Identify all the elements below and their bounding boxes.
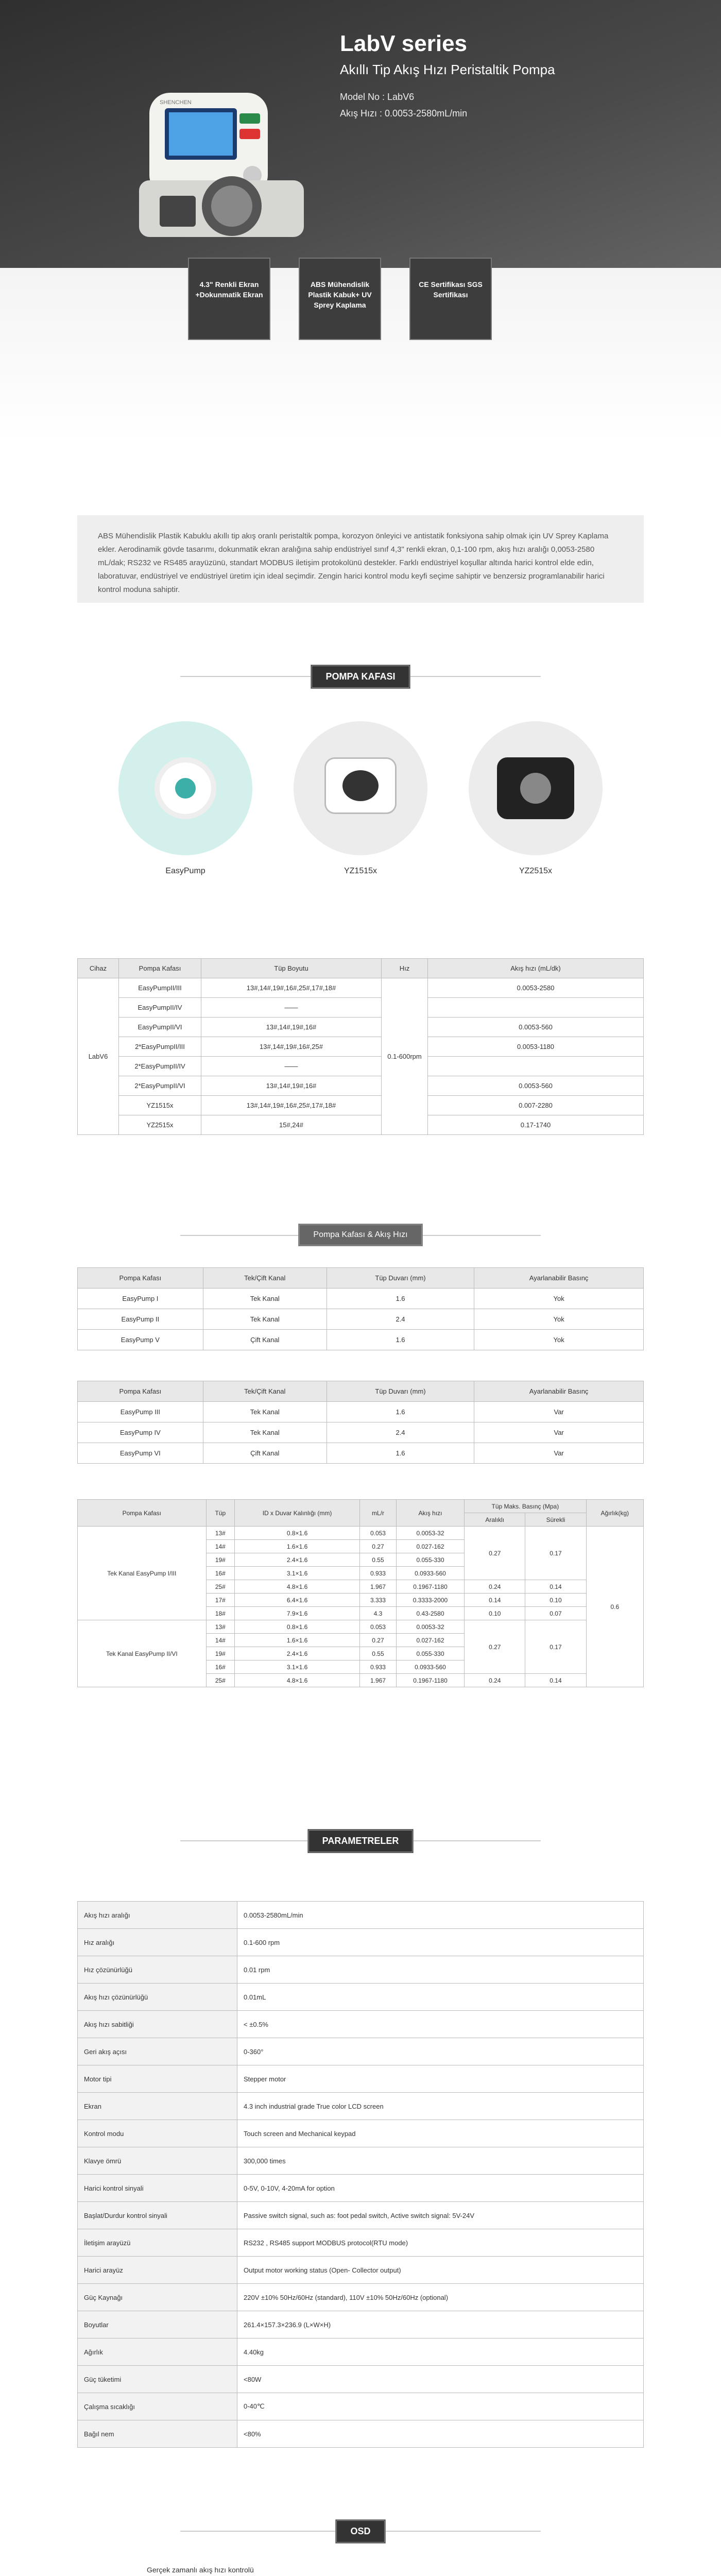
table-cell: Çift Kanal bbox=[203, 1443, 327, 1464]
column-header: Tüp bbox=[206, 1500, 234, 1527]
head-cell: EasyPumpII/IV bbox=[119, 998, 201, 1018]
column-header: ID x Duvar Kalınlığı (mm) bbox=[235, 1500, 360, 1527]
pressure-cell: 0.14 bbox=[525, 1674, 586, 1687]
head-yz1515x: YZ1515x bbox=[291, 721, 430, 876]
tube-cell: —— bbox=[201, 998, 382, 1018]
table-cell: 0.027-162 bbox=[396, 1634, 464, 1647]
pressure-cell: 0.07 bbox=[525, 1607, 586, 1620]
table-cell: 7.9×1.6 bbox=[235, 1607, 360, 1620]
badge-screen: 4.3" Renkli Ekran +Dokunmatik Ekran bbox=[188, 258, 270, 340]
column-header: Ayarlanabilir Basınç bbox=[474, 1268, 644, 1289]
pressure-cell: 0.27 bbox=[465, 1620, 525, 1674]
table-cell: 1.6 bbox=[327, 1443, 474, 1464]
param-value: Stepper motor bbox=[237, 2065, 644, 2093]
table-cell: 17# bbox=[206, 1594, 234, 1607]
param-value: 261.4×157.3×236.9 (L×W×H) bbox=[237, 2311, 644, 2338]
column-header: Sürekli bbox=[525, 1513, 586, 1527]
pressure-cell: 0.14 bbox=[465, 1594, 525, 1607]
column-header: Aralıklı bbox=[465, 1513, 525, 1527]
table-cell: 1.967 bbox=[360, 1674, 397, 1687]
table-cell: 2.4×1.6 bbox=[235, 1553, 360, 1567]
hero-model: Model No : LabV6 bbox=[340, 92, 415, 102]
tube-cell: 13#,14#,19#,16#,25# bbox=[201, 1037, 382, 1057]
head-cell: YZ2515x bbox=[119, 1115, 201, 1135]
flow-cell: 0.0053-560 bbox=[428, 1076, 644, 1096]
param-name: Akış hızı çözünürlüğü bbox=[78, 1984, 237, 2011]
head-cell: EasyPumpII/III bbox=[119, 978, 201, 998]
column-header: Ayarlanabilir Basınç bbox=[474, 1381, 644, 1402]
table-cell: 14# bbox=[206, 1540, 234, 1553]
param-value: 0.01mL bbox=[237, 1984, 644, 2011]
table-cell: 4.8×1.6 bbox=[235, 1674, 360, 1687]
flow-cell: 0.0053-560 bbox=[428, 1018, 644, 1037]
group-cell: Tek Kanal EasyPump I/III bbox=[78, 1527, 207, 1620]
head-cell: EasyPumpII/VI bbox=[119, 1018, 201, 1037]
table-cell: Yok bbox=[474, 1289, 644, 1309]
hero-title: LabV series bbox=[340, 31, 468, 56]
param-name: Bağıl nem bbox=[78, 2420, 237, 2448]
table-cell: Yok bbox=[474, 1309, 644, 1330]
table-cell: EasyPump VI bbox=[78, 1443, 203, 1464]
table-cell: 2.4×1.6 bbox=[235, 1647, 360, 1660]
tube-cell: 15#,24# bbox=[201, 1115, 382, 1135]
label-flow-control: Gerçek zamanlı akış hızı kontrolü bbox=[147, 2566, 254, 2574]
table-cell: EasyPump IV bbox=[78, 1422, 203, 1443]
table-cell: Yok bbox=[474, 1330, 644, 1350]
table-cell: Tek Kanal bbox=[203, 1402, 327, 1422]
param-name: İletişim arayüzü bbox=[78, 2229, 237, 2257]
table-cell: 3.1×1.6 bbox=[235, 1660, 360, 1674]
param-value: 0.01 rpm bbox=[237, 1956, 644, 1984]
pressure-cell: 0.17 bbox=[525, 1620, 586, 1674]
param-name: Boyutlar bbox=[78, 2311, 237, 2338]
table-cell: 0.055-330 bbox=[396, 1553, 464, 1567]
weight-cell: 0.6 bbox=[586, 1527, 643, 1687]
table-cell: 1.6 bbox=[327, 1289, 474, 1309]
head-cell: 2*EasyPumpII/III bbox=[119, 1037, 201, 1057]
param-value: 0-5V, 0-10V, 4-20mA for option bbox=[237, 2175, 644, 2202]
table-cell: 19# bbox=[206, 1553, 234, 1567]
flow-cell: 0.007-2280 bbox=[428, 1096, 644, 1115]
table-cell: 0.0933-560 bbox=[396, 1660, 464, 1674]
section-flow-title: Pompa Kafası & Akış Hızı bbox=[0, 1224, 721, 1246]
table-cell: 2.4 bbox=[327, 1309, 474, 1330]
column-header: Tek/Çift Kanal bbox=[203, 1381, 327, 1402]
section-params-title: PARAMETRELER bbox=[0, 1829, 721, 1853]
tube-cell: 13#,14#,19#,16# bbox=[201, 1018, 382, 1037]
table-cell: 0.0053-32 bbox=[396, 1527, 464, 1540]
flow-cell: 0.0053-2580 bbox=[428, 978, 644, 998]
column-header: Pompa Kafası bbox=[78, 1381, 203, 1402]
param-value: <80W bbox=[237, 2366, 644, 2393]
column-header: Tüp Duvarı (mm) bbox=[327, 1381, 474, 1402]
param-name: Harici kontrol sinyali bbox=[78, 2175, 237, 2202]
tube-cell: 13#,14#,19#,16#,25#,17#,18# bbox=[201, 1096, 382, 1115]
table-cell: 0.1967-1180 bbox=[396, 1674, 464, 1687]
param-value: RS232 , RS485 support MODBUS protocol(RTU mode) bbox=[237, 2229, 644, 2257]
tube-cell: 13#,14#,19#,16# bbox=[201, 1076, 382, 1096]
badge-ce: CE Sertifikası SGS Sertifikası bbox=[409, 258, 492, 340]
table-cell: 1.6×1.6 bbox=[235, 1540, 360, 1553]
param-value: Output motor working status (Open- Collector output) bbox=[237, 2257, 644, 2284]
table-cell: EasyPump III bbox=[78, 1402, 203, 1422]
table-cell: EasyPump I bbox=[78, 1289, 203, 1309]
table-cell: 1.6 bbox=[327, 1330, 474, 1350]
param-value: 0.0053-2580mL/min bbox=[237, 1902, 644, 1929]
param-name: Çalışma sıcaklığı bbox=[78, 2393, 237, 2420]
param-value: 0-360° bbox=[237, 2038, 644, 2065]
table-cell: 1.967 bbox=[360, 1580, 397, 1594]
table-cell: 0.0933-560 bbox=[396, 1567, 464, 1580]
column-header: Ağırlık(kg) bbox=[586, 1500, 643, 1527]
group-cell: Tek Kanal EasyPump II/VI bbox=[78, 1620, 207, 1687]
param-name: Hız aralığı bbox=[78, 1929, 237, 1956]
table-cell: 14# bbox=[206, 1634, 234, 1647]
param-name: Güç Kaynağı bbox=[78, 2284, 237, 2311]
column-header: Akış hızı bbox=[396, 1500, 464, 1527]
table-cell: 13# bbox=[206, 1527, 234, 1540]
table-cell: 3.333 bbox=[360, 1594, 397, 1607]
table-cell: 25# bbox=[206, 1674, 234, 1687]
table-cell: 4.3 bbox=[360, 1607, 397, 1620]
param-value: 0-40℃ bbox=[237, 2393, 644, 2420]
flow-cell: 0.0053-1180 bbox=[428, 1037, 644, 1057]
hero-flow: Akış Hızı : 0.0053-2580mL/min bbox=[340, 108, 468, 118]
table-cell: 0.3333-2000 bbox=[396, 1594, 464, 1607]
table-cell: Var bbox=[474, 1422, 644, 1443]
table-cell: Çift Kanal bbox=[203, 1330, 327, 1350]
table-cell: 16# bbox=[206, 1660, 234, 1674]
param-name: Klavye ömrü bbox=[78, 2147, 237, 2175]
badge-abs: ABS Mühendislik Plastik Kabuk+ UV Sprey Kaplama bbox=[299, 258, 381, 340]
column-header: Pompa Kafası bbox=[78, 1268, 203, 1289]
device-flow-table: Cihaz Pompa Kafası Tüp Boyutu Hız Akış hızı (mL/dk) LabV6 EasyPumpII/III 13#,14#,19#,16#,25#,17#,18# 0.1-600rpm 0.0053-2580 EasyPumpII/IV —— EasyPumpII/VI 13#,14#,19#,16# 0.0053-560 2*EasyPumpII/III 13#,14#,19#,16#,25# 0.0053-1180 2*EasyPumpII/IV —— 2*EasyPumpII/VI 13#,14#,19#,16# 0.0053-560 YZ1515x 13#,14#,19#,16#,25#,17#,18# 0.007-2280 YZ2515x 15#,24# 0.17-1740 bbox=[77, 958, 644, 1135]
param-value: 0.1-600 rpm bbox=[237, 1929, 644, 1956]
table-cell: 0.0053-32 bbox=[396, 1620, 464, 1634]
table-cell: 0.55 bbox=[360, 1647, 397, 1660]
param-name: Akış hızı sabitliği bbox=[78, 2011, 237, 2038]
tube-cell: 13#,14#,19#,16#,25#,17#,18# bbox=[201, 978, 382, 998]
param-value: < ±0.5% bbox=[237, 2011, 644, 2038]
param-name: Harici arayüz bbox=[78, 2257, 237, 2284]
param-name: Güç tüketimi bbox=[78, 2366, 237, 2393]
param-value: <80% bbox=[237, 2420, 644, 2448]
table-cell: EasyPump V bbox=[78, 1330, 203, 1350]
param-value: 220V ±10% 50Hz/60Hz (standard), 110V ±10% 50Hz/60Hz (optional) bbox=[237, 2284, 644, 2311]
table-cell: 1.6 bbox=[327, 1402, 474, 1422]
speed-cell: 0.1-600rpm bbox=[382, 978, 428, 1135]
table-cell: 0.053 bbox=[360, 1620, 397, 1634]
table-cell: 19# bbox=[206, 1647, 234, 1660]
param-name: Geri akış açısı bbox=[78, 2038, 237, 2065]
param-name: Kontrol modu bbox=[78, 2120, 237, 2147]
column-header: Pompa Kafası bbox=[78, 1500, 207, 1527]
param-name: Akış hızı aralığı bbox=[78, 1902, 237, 1929]
head-cell: 2*EasyPumpII/IV bbox=[119, 1057, 201, 1076]
param-name: Motor tipi bbox=[78, 2065, 237, 2093]
head-cell: 2*EasyPumpII/VI bbox=[119, 1076, 201, 1096]
pressure-cell: 0.24 bbox=[465, 1580, 525, 1594]
pressure-cell: 0.27 bbox=[465, 1527, 525, 1580]
column-header: Tüp Maks. Basınç (Mpa) bbox=[465, 1500, 586, 1513]
table-cell: 0.43-2580 bbox=[396, 1607, 464, 1620]
head-yz2515x: YZ2515x bbox=[466, 721, 605, 876]
head-easypump: EasyPump bbox=[116, 721, 255, 876]
hero-subtitle: Akıllı Tip Akış Hızı Peristaltik Pompa bbox=[340, 62, 555, 77]
table-cell: 0.055-330 bbox=[396, 1647, 464, 1660]
param-name: Ağırlık bbox=[78, 2338, 237, 2366]
tube-cell: —— bbox=[201, 1057, 382, 1076]
table-cell: 3.1×1.6 bbox=[235, 1567, 360, 1580]
column-header: mL/r bbox=[360, 1500, 397, 1527]
pressure-cell: 0.10 bbox=[465, 1607, 525, 1620]
pressure-cell: 0.10 bbox=[525, 1594, 586, 1607]
param-value: Touch screen and Mechanical keypad bbox=[237, 2120, 644, 2147]
param-value: 4.40kg bbox=[237, 2338, 644, 2366]
param-value: 4.3 inch industrial grade True color LCD screen bbox=[237, 2093, 644, 2120]
table-cell: 0.27 bbox=[360, 1634, 397, 1647]
table-cell: 0.55 bbox=[360, 1553, 397, 1567]
param-value: 300,000 times bbox=[237, 2147, 644, 2175]
table-cell: 0.027-162 bbox=[396, 1540, 464, 1553]
table-cell: 0.8×1.6 bbox=[235, 1620, 360, 1634]
table-cell: 1.6×1.6 bbox=[235, 1634, 360, 1647]
section-osd-title: OSD bbox=[0, 2519, 721, 2544]
table-cell: 0.933 bbox=[360, 1660, 397, 1674]
pressure-cell: 0.24 bbox=[465, 1674, 525, 1687]
section-heads-title: POMPA KAFASI bbox=[0, 665, 721, 689]
column-header: Tüp Duvarı (mm) bbox=[327, 1268, 474, 1289]
param-name: Ekran bbox=[78, 2093, 237, 2120]
param-value: Passive switch signal, such as: foot pedal switch, Active switch signal: 5V-24V bbox=[237, 2202, 644, 2229]
table-cell: Tek Kanal bbox=[203, 1422, 327, 1443]
table-cell: 6.4×1.6 bbox=[235, 1594, 360, 1607]
table-cell: 0.1967-1180 bbox=[396, 1580, 464, 1594]
table-cell: 4.8×1.6 bbox=[235, 1580, 360, 1594]
table-cell: 2.4 bbox=[327, 1422, 474, 1443]
device-cell: LabV6 bbox=[78, 978, 119, 1135]
param-name: Başlat/Durdur kontrol sinyali bbox=[78, 2202, 237, 2229]
table-cell: 0.8×1.6 bbox=[235, 1527, 360, 1540]
brand-logo: SHENCHEN bbox=[160, 99, 192, 106]
table-cell: EasyPump II bbox=[78, 1309, 203, 1330]
head-cell: YZ1515x bbox=[119, 1096, 201, 1115]
table-cell: Var bbox=[474, 1402, 644, 1422]
flow-cell: 0.17-1740 bbox=[428, 1115, 644, 1135]
table-cell: 0.933 bbox=[360, 1567, 397, 1580]
table-cell: 25# bbox=[206, 1580, 234, 1594]
column-header: Tek/Çift Kanal bbox=[203, 1268, 327, 1289]
table-cell: Tek Kanal bbox=[203, 1309, 327, 1330]
table-cell: 13# bbox=[206, 1620, 234, 1634]
product-description: ABS Mühendislik Plastik Kabuklu akıllı tip akış oranlı peristaltik pompa, korozyon önleyici ve antistatik fonksiyona sahip olmak için UV Sprey Kaplama ekler. Aerodinamik gövde tasarımı, dokunmatik ekran aralığına sahip endüstriyel sınıf 4,3" renkli ekran, 0,1-100 rpm, akış hızı aralığı 0,0053-2580 mL/dak; RS232 ve RS485 arayüzünü, standart MODBUS iletişim protokolünü destekler. Farklı endüstriyel koşullar altında harici kontrol elde edin, laboratuvar, endüstriyel ve endüstriyel üretim için ideal seçimdir. Zengin harici kontrol modu keyfi seçime sahiptir ve benzersiz programlanabilir harici kontrol moduna sahiptir. bbox=[77, 515, 644, 603]
table-cell: Tek Kanal bbox=[203, 1289, 327, 1309]
pressure-cell: 0.14 bbox=[525, 1580, 586, 1594]
table-cell: 16# bbox=[206, 1567, 234, 1580]
table-cell: Var bbox=[474, 1443, 644, 1464]
table-cell: 0.27 bbox=[360, 1540, 397, 1553]
pressure-cell: 0.17 bbox=[525, 1527, 586, 1580]
param-name: Hız çözünürlüğü bbox=[78, 1956, 237, 1984]
table-cell: 0.053 bbox=[360, 1527, 397, 1540]
table-cell: 18# bbox=[206, 1607, 234, 1620]
